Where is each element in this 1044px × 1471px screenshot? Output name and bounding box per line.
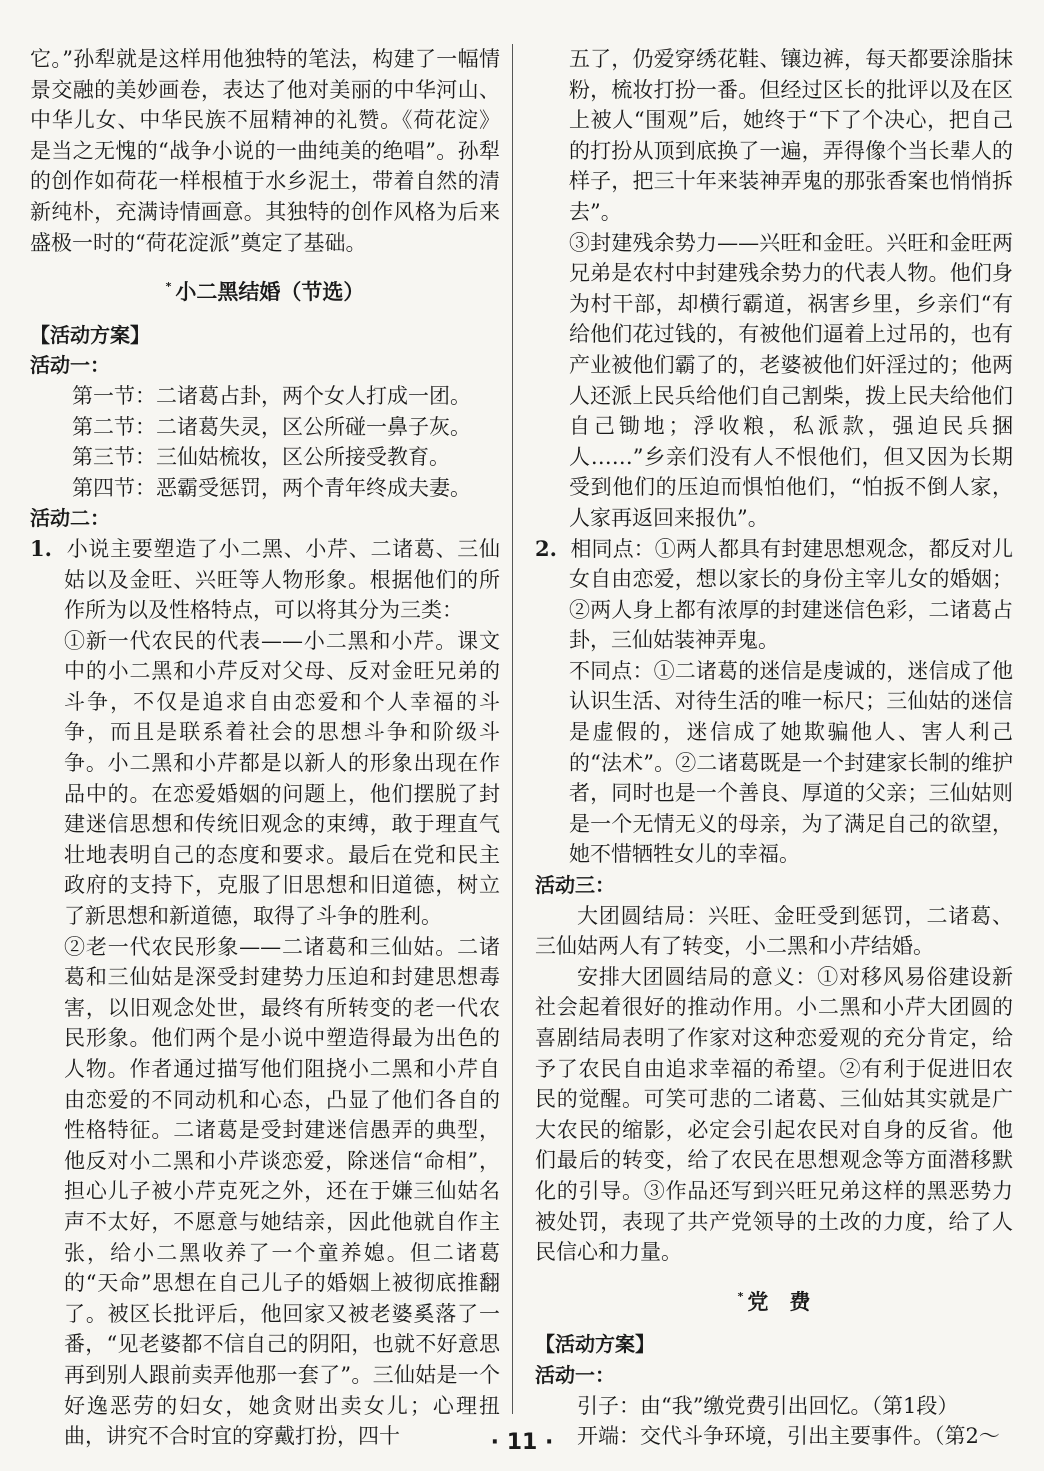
page-number: · 11 ·: [490, 1430, 554, 1455]
section-title-xiaoerhei: [30, 272, 500, 308]
left-column: [30, 44, 500, 1452]
asterisk-mark: *: [737, 1289, 744, 1303]
question-2-same: 相同点：①两人都具有封建思想观念，都反对儿女自由恋爱，想以家长的身份主宰儿女的婚姻；②两人身上都有浓厚的封建迷信色彩，二诸葛占卦，三仙姑装神弄鬼。: [569, 536, 1013, 653]
question-1: [30, 534, 500, 626]
activity1-item: 第一节：二诸葛占卦，两个女人打成一团。: [72, 383, 471, 408]
intro-paragraph: 它。”孙犁就是这样用他独特的笔法，构建了一幅情景交融的美妙画卷，表达了他对美丽的中华河山、中华儿女、中华民族不屈精神的礼赞。《荷花淀》是当之无愧的“战争小说的一曲纯美的绝唱”。孙犁的创作如荷花一样根植于水乡泥土，带着自然的清新纯朴，充满诗情画意。其独特的创作风格为后来盛极一时的“荷花淀派”奠定了基础。: [30, 47, 500, 255]
question-2: [535, 534, 1013, 656]
column-divider: [512, 44, 513, 1414]
question-number: 2.: [535, 535, 557, 561]
section-title-dangfei: [535, 1282, 1013, 1318]
activity1-label: 活动一：: [535, 1362, 615, 1387]
section-title-text: 小二黑结婚（节选）: [175, 280, 365, 305]
activity2-label: 活动二：: [30, 506, 110, 531]
question-number: 1.: [30, 535, 52, 561]
plan-label: 【活动方案】: [535, 1332, 655, 1357]
question-1-part-1: ①新一代农民的代表——小二黑和小芹。课文中的小二黑和小芹反对父母、反对金旺兄弟的斗争，不仅是追求自由恋爱和个人幸福的斗争，而且是联系着社会的思想斗争和阶级斗争。小二黑和小芹都是以新人的形象出现在作品中的。在恋爱婚姻的问题上，他们摆脱了封建迷信思想和传统旧观念的束缚，敢于理直气壮地表明自己的态度和要求。最后在党和民主政府的支持下，克服了旧思想和旧道德，树立了新思想和新道德，取得了斗争的胜利。: [64, 628, 500, 929]
question-2-diff: 不同点：①二诸葛的迷信是虔诚的，迷信成了他认识生活、对待生活的唯一标尺；三仙姑的迷信是虚假的，迷信成了她欺骗他人、害人利己的“法术”。②二诸葛既是一个封建家长制的维护者，同时也是一个善良、厚道的父亲；三仙姑则是一个无情无义的母亲，为了满足自己的欲望，她不惜牺牲女儿的幸福。: [569, 658, 1013, 867]
structure-item: 引子：由“我”缴党费引出回忆。（第1段）: [577, 1393, 959, 1418]
activity1-item: 第四节：恶霸受惩罚，两个青年终成夫妻。: [72, 475, 471, 500]
structure-item: 开端：交代斗争环境，引出主要事件。（第2～: [577, 1424, 1000, 1449]
continued-paragraph: 五了，仍爱穿绣花鞋、镶边裤，每天都要涂脂抹粉，梳妆打扮一番。但经过区长的批评以及在区上被人“围观”后，她终于“下了个决心，把自己的打扮从顶到底换了一遍，弄得像个当长辈人的样子，把三十年来装神弄鬼的那张香案也悄悄拆去”。: [569, 47, 1013, 224]
asterisk-mark: *: [165, 280, 172, 294]
plan-label: 【活动方案】: [30, 322, 150, 347]
question-1-part-2: ②老一代农民形象——二诸葛和三仙姑。二诸葛和三仙姑是深受封建势力压迫和封建思想毒害，以旧观念处世，最终有所转变的老一代农民形象。他们两个是小说中塑造得最为出色的人物。作者通过描写他们阻挠小二黑和小芹自由恋爱的不同动机和心态，凸显了他们各自的性格特征。二诸葛是受封建迷信愚弄的典型，他反对小二黑和小芹谈恋爱，除迷信“命相”，担心儿子被小芹克死之外，还在于嫌三仙姑名声不太好，不愿意与她结亲，因此他就自作主张，给小二黑收养了一个童养媳。但二诸葛的“天命”思想在自己儿子的婚姻上被彻底推翻了。被区长批评后，他回家又被老婆奚落了一番，“见老婆都不信自己的阴阳，也就不好意思再到别人跟前卖弄他那一套了”。三仙姑是一个好逸恶劳的妇女，她贪财出卖女儿；心理扭曲，讲究不合时宜的穿戴打扮，四十: [64, 934, 500, 1449]
activity1-item: 第三节：三仙姑梳妆，区公所接受教育。: [72, 445, 450, 470]
activity1-item: 第二节：二诸葛失灵，区公所碰一鼻子灰。: [72, 414, 471, 439]
section-title-text: 党 费: [747, 1289, 811, 1314]
activity3-para-2: 安排大团圆结局的意义：①对移风易俗建设新社会起着很好的推动作用。小二黑和小芹大团圆的喜剧结局表明了作家对这种恋爱观的充分肯定，给予了农民自由追求幸福的希望。②有利于促进旧农民的觉醒。可笑可悲的二诸葛、三仙姑其实就是广大农民的缩影，必定会引起农民对自身的反省。他们最后的转变，给了农民在思想观念等方面潜移默化的引导。③作品还写到兴旺兄弟这样的黑恶势力被处罚，表现了共产党领导的土改的力度，给了人民信心和力量。: [535, 964, 1013, 1265]
question-1-part-3: ③封建残余势力——兴旺和金旺。兴旺和金旺两兄弟是农村中封建残余势力的代表人物。他们身为村干部，却横行霸道，祸害乡里，乡亲们“有给他们花过钱的，有被他们逼着上过吊的，也有产业被他们霸了的，老婆被他们奸淫过的；他两人还派上民兵给他们自己割柴，拨上民夫给他们自己锄地；浮收粮，私派款，强迫民兵捆人……”乡亲们没有人不恨他们，但又因为长期受到他们的压迫而惧怕他们，“怕扳不倒人家，人家再返回来报仇”。: [569, 230, 1013, 530]
activity3-para-1: 大团圆结局：兴旺、金旺受到惩罚，二诸葛、三仙姑两人有了转变，小二黑和小芹结婚。: [535, 903, 1013, 959]
activity1-label: 活动一：: [30, 353, 110, 378]
right-column: [535, 44, 1013, 1452]
activity3-label: 活动三：: [535, 873, 615, 898]
question-1-text: 小说主要塑造了小二黑、小芹、二诸葛、三仙姑以及金旺、兴旺等人物形象。根据他们的所作所为以及性格特点，可以将其分为三类：: [64, 536, 501, 623]
